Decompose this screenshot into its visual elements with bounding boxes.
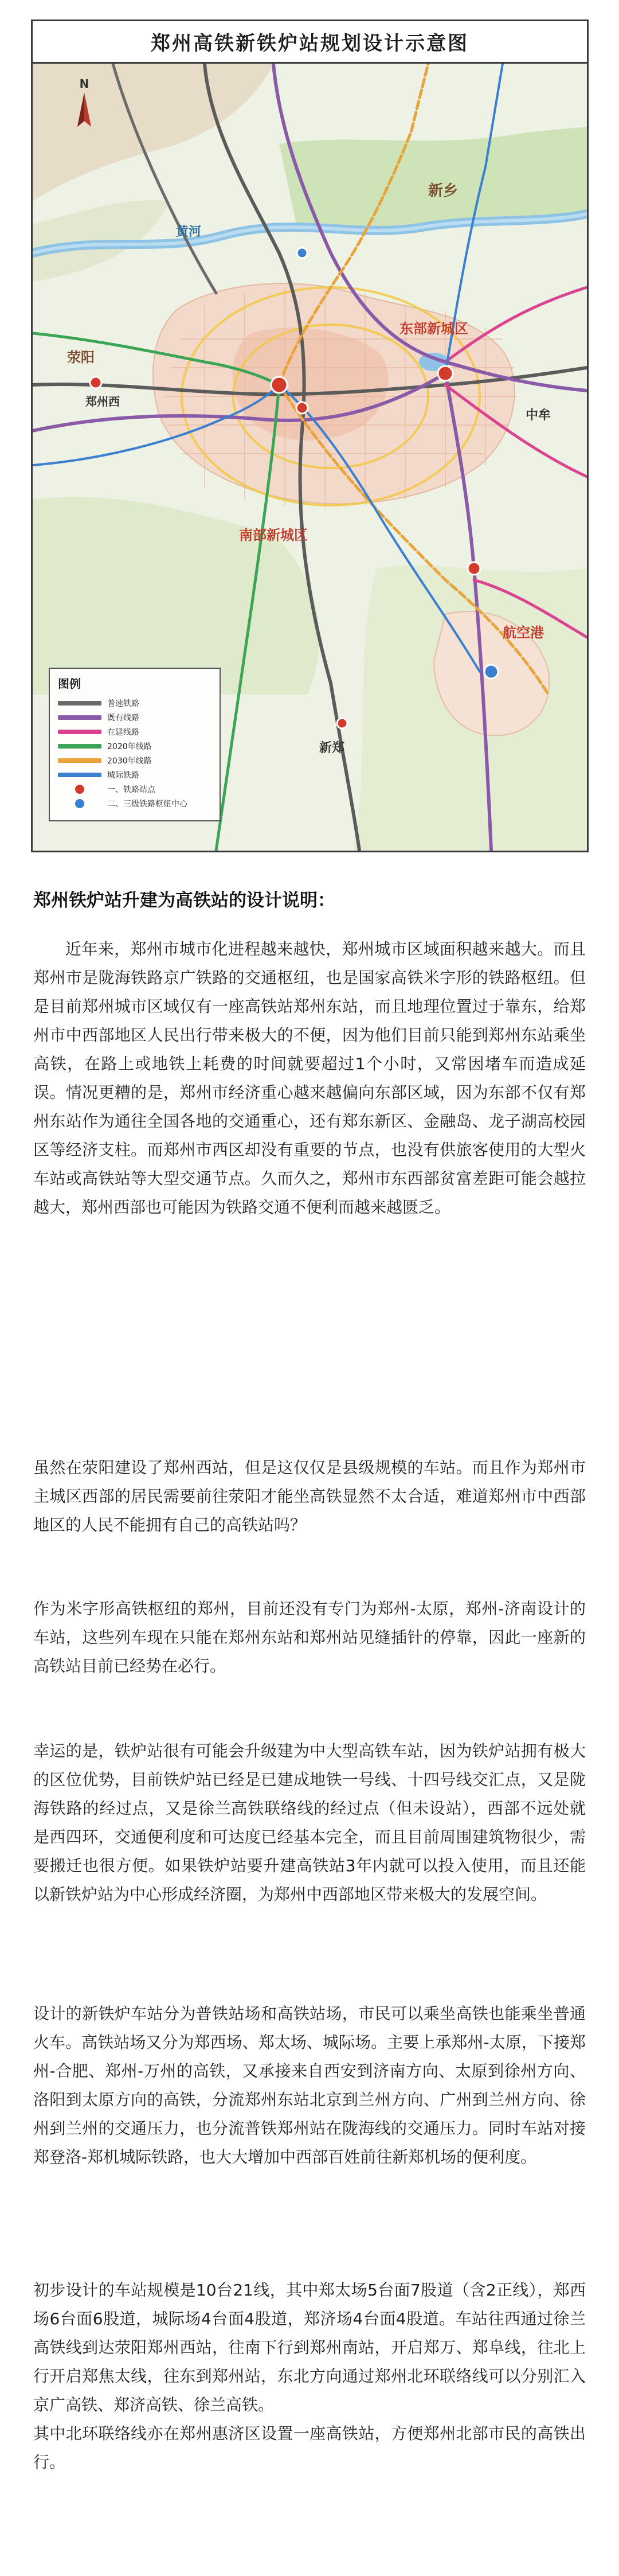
legend-swatch: [58, 773, 101, 777]
compass-label: N: [79, 77, 89, 91]
place-label-xingyang: 荥阳: [67, 349, 95, 365]
legend-label: 既有线路: [107, 713, 139, 723]
legend-label: 一、铁路站点: [107, 785, 155, 794]
hub-dot-icon: [75, 799, 84, 808]
legend-marker: [58, 782, 211, 796]
paragraph-6: 初步设计的车站规模是10台21线，其中郑太场5台面7股道（含2正线），郑西场6台面6股道，城际场4台面4股道，郑济场4台面4股道。车站往西通过徐兰高铁线到达荥阳郑州西站，往南下行到郑州南站，开启郑万、郑阜线，往北上行开启郑焦太线，往东到郑州站，东北方向通过郑州北环联络线可以分别汇入京广高铁、郑济高铁、徐兰高铁。 其中北环联络线亦在郑州惠济区设置一座高铁站，方便郑州北部市民的高铁出行。: [33, 2281, 586, 2472]
paragraph-4: 幸运的是，铁炉站很有可能会升级建为中大型高铁车站，因为铁炉站拥有极大的区位优势，目前铁炉站已经是已建成地铁一号线、十四号线交汇点，又是陇海铁路的经过点，又是徐兰高铁联络线的经过点（但未设站），西部不远处就是西四环，交通便利度和可达度已经基本完全，而且目前周围建筑物很少，需要搬迁也很方便。如果铁炉站要升建高铁站3年内就可以投入使用，而且还能以新铁炉站为中心形成经济圈，为郑州中西部地区带来极大的发展空间。: [33, 1741, 586, 1904]
map-title-bar: [33, 21, 587, 64]
paragraph-5: 设计的新铁炉车站分为普铁站场和高铁站场，市民可以乘坐高铁也能乘坐普通火车。高铁站场又分为郑西场、郑太场、城际场。主要上承郑州-太原，下接郑州-合肥、郑州-万州的高铁，又承接来自西安到济南方向、太原到徐州方向、洛阳到太原方向的高铁，分流郑州东站北京到兰州方向、广州到兰州方向、徐州到兰州的交通压力，也分流普铁郑州站在陇海线的交通压力。同时车站对接郑登洛-郑机城际铁路，也大大增加中西部百姓前往新郑机场的便利度。: [33, 2004, 586, 2166]
map-legend: [49, 668, 221, 821]
station-marker-zhengzhou: [296, 402, 308, 414]
station-marker-south: [468, 562, 480, 575]
legend-label: 城际铁路: [107, 770, 139, 780]
place-label-zhengzhou-west: 郑州西: [85, 395, 120, 408]
legend-swatch: [58, 715, 101, 720]
legend-item: [58, 767, 211, 782]
green-land-north: [279, 127, 587, 229]
legend-swatch: [58, 701, 101, 706]
legend-label: 2020年线路: [107, 742, 152, 751]
legend-item: [58, 710, 211, 724]
place-label-south-new-city: 南部新城区: [239, 527, 308, 543]
station-marker-north: [297, 248, 307, 258]
design-description: [0, 871, 619, 2576]
paragraph-3: 作为米字形高铁枢纽的郑州，目前还没有专门为郑州-太原，郑州-济南设计的车站，这些列车现在只能在郑州东站和郑州站见缝插针的停靠，因此一座新的高铁站目前已经势在必行。: [33, 1599, 586, 1675]
station-marker-airport: [484, 665, 498, 679]
doc-heading: 郑州铁炉站升建为高铁站的设计说明：: [33, 890, 335, 911]
legend-label: 普速铁路: [107, 699, 139, 708]
legend-marker: [58, 796, 211, 810]
place-label-airport: 航空港: [503, 625, 544, 641]
place-label-zhongmou: 中牟: [526, 408, 551, 423]
place-label-yellow-river: 黄河: [176, 225, 202, 239]
legend-item: [58, 753, 211, 767]
map-section: [0, 0, 619, 871]
legend-label: 在建线路: [107, 727, 139, 737]
place-label-xinxiang: 新乡: [428, 182, 459, 200]
map-title: 郑州高铁新铁炉站规划设计示意图: [151, 32, 469, 55]
station-marker-west: [90, 377, 101, 388]
legend-item: [58, 739, 211, 753]
legend-item: [58, 696, 211, 710]
legend-title: 图例: [58, 677, 81, 691]
place-label-new-district: 东部新城区: [399, 321, 468, 337]
legend-label: 2030年线路: [107, 756, 152, 766]
paragraph-1: 近年来，郑州市城市化进程越来越快，郑州城市区域面积越来越大。而且郑州市是陇海铁路京广铁路的交通枢纽，也是国家高铁米字形的铁路枢纽。但是目前郑州城市区域仅有一座高铁站郑州东站，而且地理位置过于靠东，给郑州市中西部地区人民出行带来极大的不便，因为他们目前只能到郑州东站乘坐高铁，在路上或地铁上耗费的时间就要超过1个小时，又常因堵车而造成延误。情况更糟的是，郑州市经济重心越来越偏向东部区域，因为东部不仅有郑州东站作为通往全国各地的交通重心，还有郑东新区、金融岛、龙子湖高校园区等经济支柱。而郑州市西区却没有重要的节点，也没有供旅客使用的大型火车站或高铁站等大型交通节点。久而久之，郑州市东西部贫富差距可能会越拉越大，郑州西部也可能因为铁路交通不便利而越来越匮乏。: [33, 940, 586, 1217]
station-marker-tielu: [271, 377, 287, 393]
legend-swatch: [58, 758, 101, 763]
station-marker-east: [438, 366, 453, 381]
map-frame: [31, 20, 589, 852]
legend-swatch: [58, 744, 101, 749]
legend-item: [58, 724, 211, 739]
place-label-xinzheng: 新郑: [319, 741, 345, 755]
legend-swatch: [58, 730, 101, 734]
station-dot-icon: [75, 785, 84, 794]
paragraph-2: 虽然在荥阳建设了郑州西站，但是这仅仅是县级规模的车站。而且作为郑州市主城区西部的居民需要前往荥阳才能坐高铁显然不太合适，难道郑州市中西部地区的人民不能拥有自己的高铁站吗？: [33, 1458, 586, 1534]
station-marker-xinzheng: [337, 718, 347, 728]
legend-label: 二、三级铁路枢纽中心: [107, 799, 187, 809]
